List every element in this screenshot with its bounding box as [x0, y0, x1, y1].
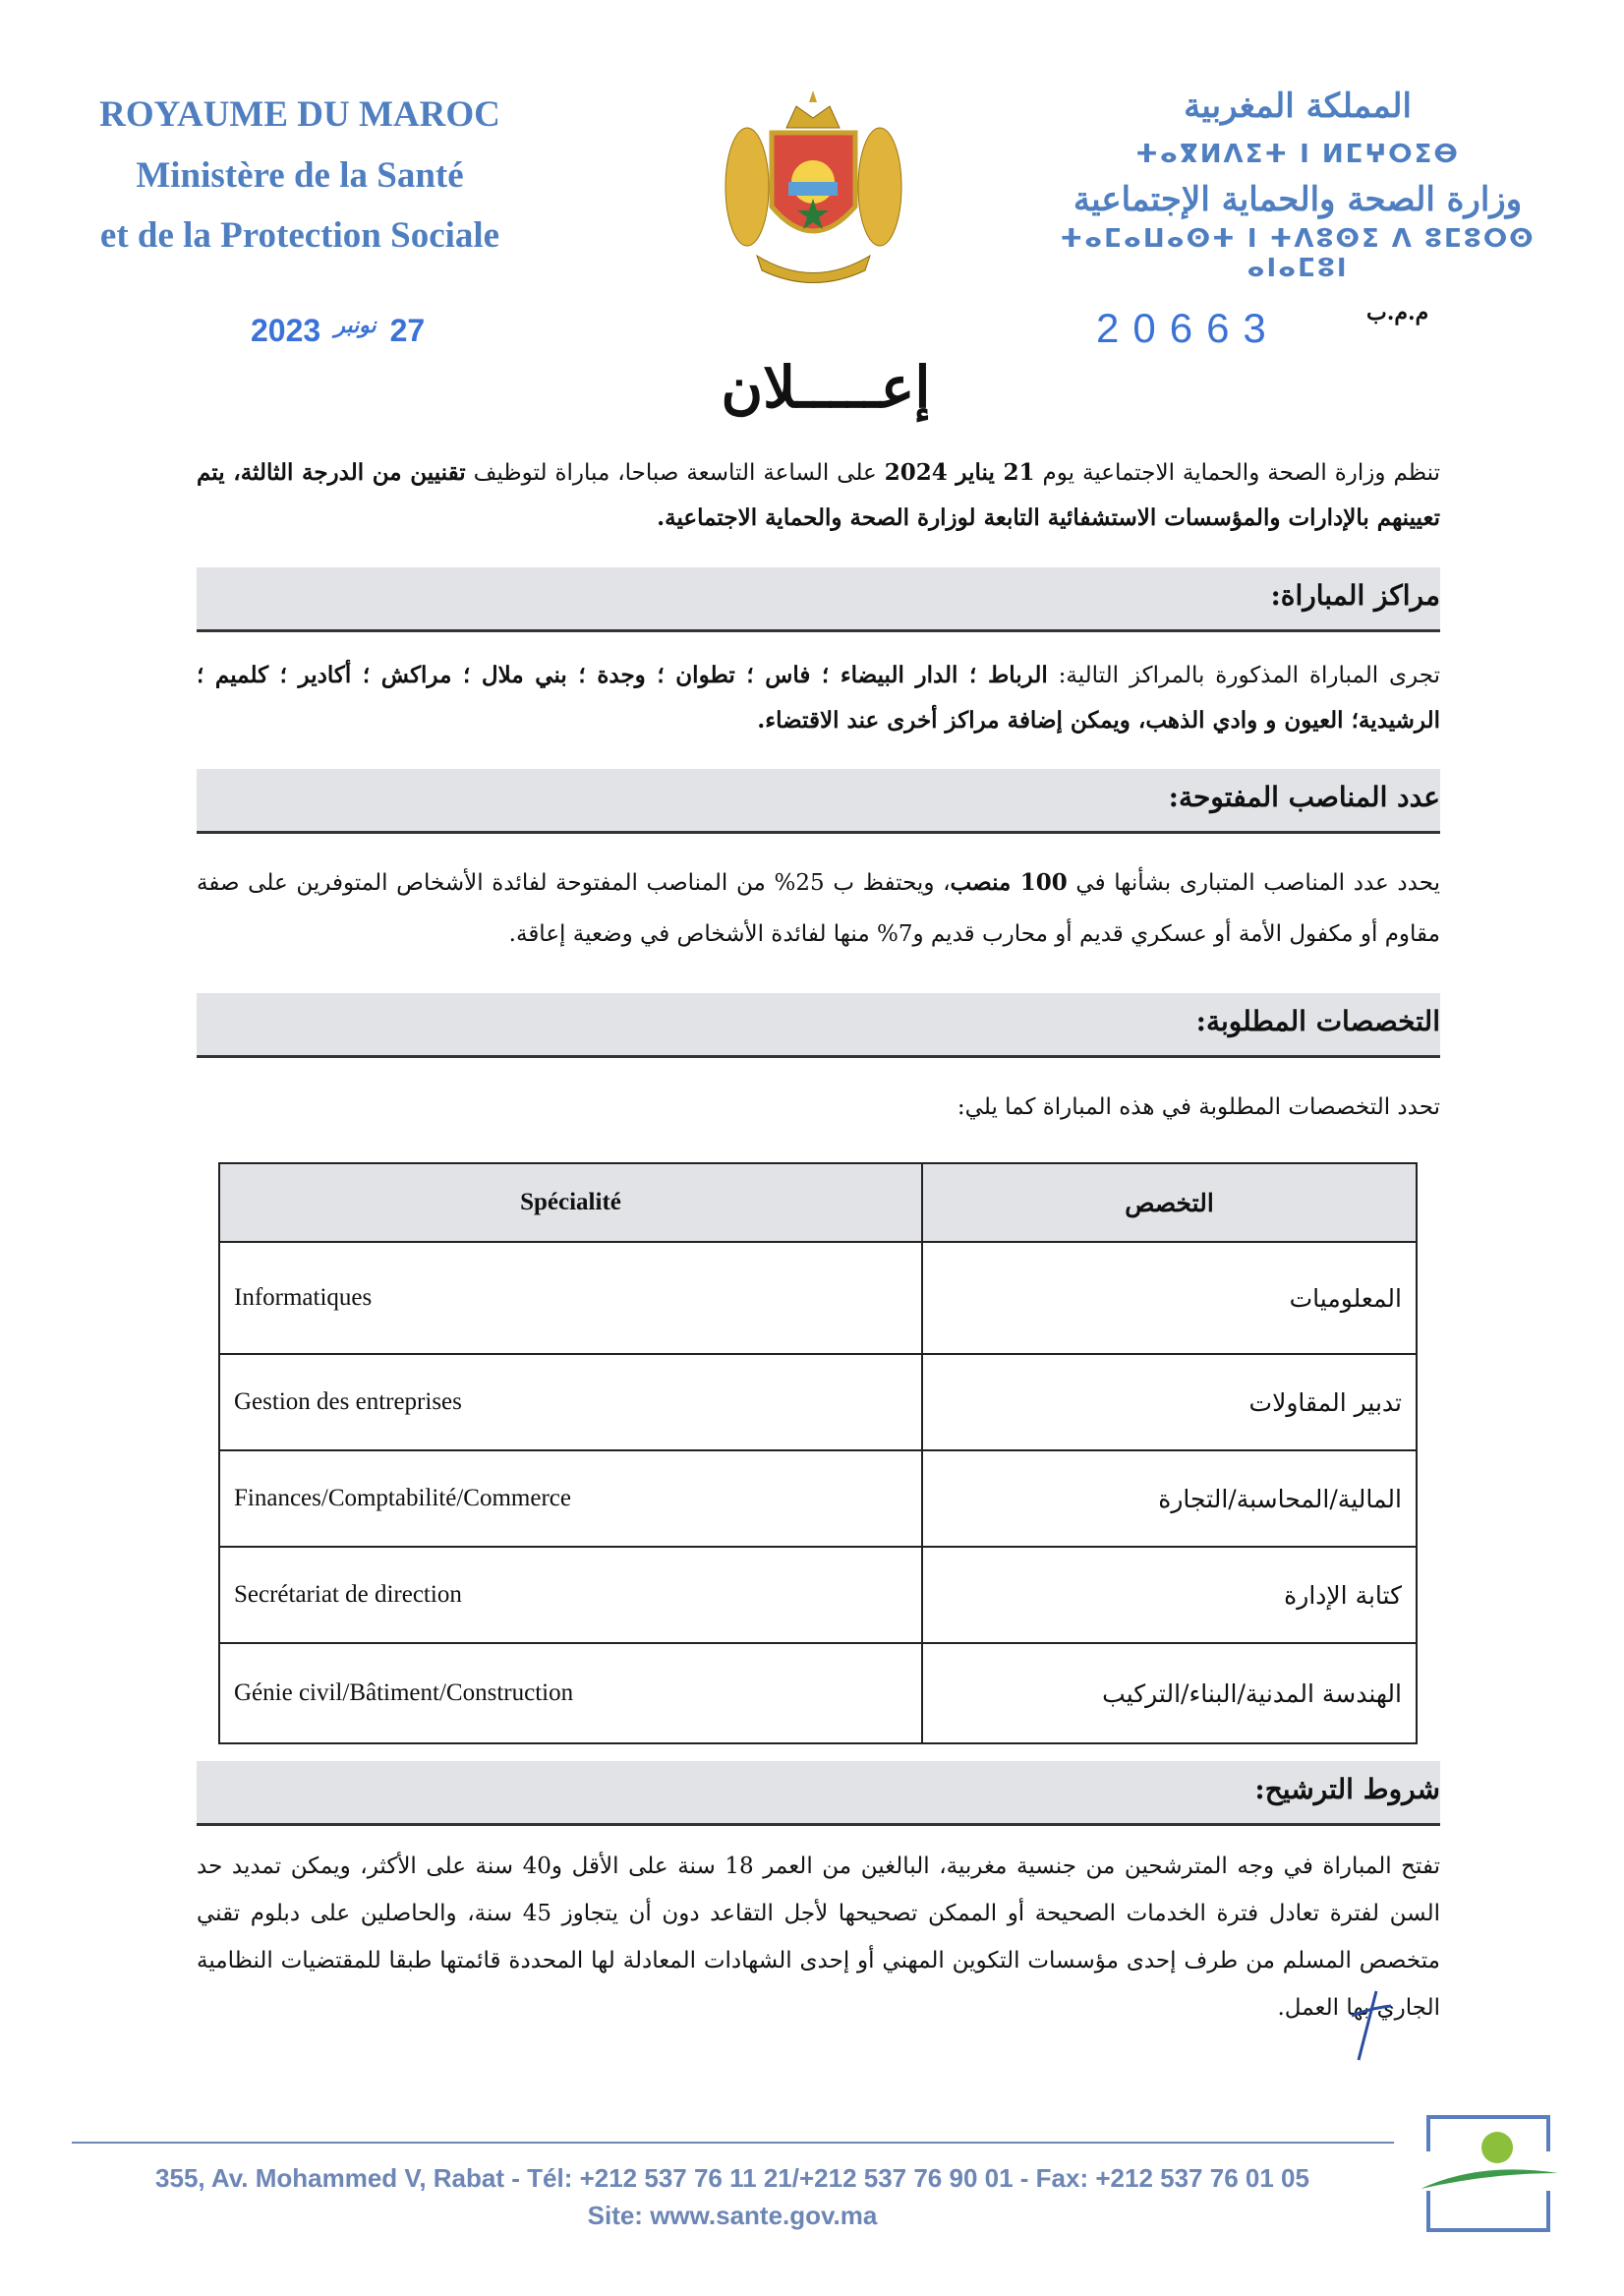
section-heading-specialties [197, 993, 1440, 1058]
header-ministry-fr-1: Ministère de la Santé [136, 155, 464, 196]
header-kingdom-tifinagh: ⵜⴰⴳⵍⴷⵉⵜ ⵏ ⵍⵎⵖⵔⵉⴱ [1135, 140, 1460, 169]
centers-text: تجرى المباراة المذكورة بالمراكز التالية: [1047, 663, 1440, 688]
section-heading-text: عدد المناصب المفتوحة: [1168, 781, 1440, 813]
table-row [219, 1450, 1417, 1547]
centers-paragraph [197, 653, 1440, 743]
specialty-ar: الهندسة المدنية/البناء/التركيب [922, 1643, 1417, 1743]
table-row [219, 1643, 1417, 1743]
section-heading-conditions [197, 1761, 1440, 1826]
reference-label: م.م.ب [1366, 300, 1429, 325]
footer-address: 355, Av. Mohammed V, Rabat - Tél: +212 537 76 11 21/+212 537 76 90 01 - Fax: +212 537 76 01 05 [155, 2163, 1309, 2193]
date-day: 27 [389, 313, 426, 348]
page-title: إعـــــلان [721, 354, 931, 421]
specialty-fr: Gestion des entreprises [219, 1354, 922, 1450]
date-stamp [251, 313, 425, 349]
specialty-fr: Secrétariat de direction [219, 1547, 922, 1643]
posts-count: 100 منصب [950, 869, 1068, 896]
footer-website: Site: www.sante.gov.ma [587, 2201, 878, 2230]
header-ministry-ar: وزارة الصحة والحماية الإجتماعية [1073, 180, 1523, 219]
conditions-paragraph: تفتح المباراة في وجه المترشحين من جنسية مغربية، البالغين من العمر 18 سنة على الأقل و40 سنة على الأكثر، ويمكن تمديد حد السن لفترة تعادل فترة الخدمات الصحيحة أو الممكن تصحيحها لأجل التقاعد دون أن يتجاوز 45 سنة، والحاصلين على دبلوم تقني متخصص المسلم من طرف إحدى مؤسسات التكوين المهني أو إحدى الشهادات المعادلة لها المحددة قائمتها طبقا للمقتضيات النظامية الجاري بها العمل. [197, 1854, 1441, 2021]
posts-paragraph [197, 857, 1440, 960]
header-kingdom-ar: المملكة المغربية [1184, 87, 1412, 126]
table-row [219, 1354, 1417, 1450]
specialty-ar: تدبير المقاولات [922, 1354, 1417, 1450]
intro-text-bold: تقنيين من الدرجة الثالثة، يتم تعيينهم بالإدارات والمؤسسات الاستشفائية التابعة لوزارة الصحة والحماية الاجتماعية. [197, 459, 1440, 531]
section-heading-centers [197, 567, 1440, 632]
exam-date: 21 يناير 2024 [884, 459, 1035, 486]
centers-list: الرباط ؛ الدار البيضاء ؛ فاس ؛ تطوان ؛ وجدة ؛ بني ملال ؛ مراكش ؛ أكادير ؛ كلميم ؛ الرشيدية؛ العيون و وادي الذهب، ويمكن إضافة مراكز أخرى عند الاقتضاء. [197, 662, 1440, 734]
specialties-intro: تحدد التخصصات المطلوبة في هذه المباراة كما يلي: [957, 1094, 1440, 1120]
posts-text-2: ، ويحتفظ ب 25% من المناصب المفتوحة لفائدة الأشخاص المتوفرين على صفة مقاوم أو مكفول الأمة أو عسكري قديم أو محارب قديم و7% منها لفائدة الأشخاص في وضعية إعاقة. [197, 870, 1440, 947]
header-ministry-fr-2: et de la Protection Sociale [99, 215, 500, 256]
intro-text-1: تنظم وزارة الصحة والحماية الاجتماعية يوم [1034, 460, 1440, 486]
intro-text-2: على الساعة التاسعة صباحا، مباراة لتوظيف [465, 460, 885, 486]
column-header-ar: التخصص [922, 1163, 1417, 1242]
reference-number: 20663 [1096, 305, 1280, 351]
ministry-logo [1421, 2112, 1558, 2239]
section-heading-text: التخصصات المطلوبة: [1195, 1005, 1440, 1037]
table-row [219, 1242, 1417, 1354]
specialty-ar: المعلوميات [922, 1242, 1417, 1354]
specialties-table [218, 1162, 1418, 1744]
table-header-row [219, 1163, 1417, 1242]
coat-of-arms-emblem [718, 88, 909, 290]
date-month: نونبر [334, 313, 377, 337]
specialty-fr: Finances/Comptabilité/Commerce [219, 1450, 922, 1547]
section-heading-text: شروط الترشيح: [1254, 1773, 1440, 1805]
posts-text-1: يحدد عدد المناصب المتبارى بشأنها في [1067, 870, 1440, 896]
date-year: 2023 [251, 313, 321, 348]
specialty-ar: المالية/المحاسبة/التجارة [922, 1450, 1417, 1547]
signature-mark [1347, 1986, 1396, 2069]
column-header-fr: Spécialité [219, 1163, 922, 1242]
specialty-ar: كتابة الإدارة [922, 1547, 1417, 1643]
header-kingdom-fr: ROYAUME DU MAROC [99, 94, 500, 135]
header-ministry-tifinagh: ⵜⴰⵎⴰⵡⴰⵙⵜ ⵏ ⵜⴷⵓⵙⵉ ⴷ ⵓⵎⵓⵔⵙ ⴰⵏⴰⵎⵓⵏ [1060, 224, 1536, 283]
section-heading-posts [197, 769, 1440, 834]
specialty-fr: Informatiques [219, 1242, 922, 1354]
footer-divider [72, 2142, 1394, 2144]
table-row [219, 1547, 1417, 1643]
specialty-fr: Génie civil/Bâtiment/Construction [219, 1643, 922, 1743]
section-heading-text: مراكز المباراة: [1270, 579, 1440, 612]
intro-paragraph [197, 450, 1440, 541]
